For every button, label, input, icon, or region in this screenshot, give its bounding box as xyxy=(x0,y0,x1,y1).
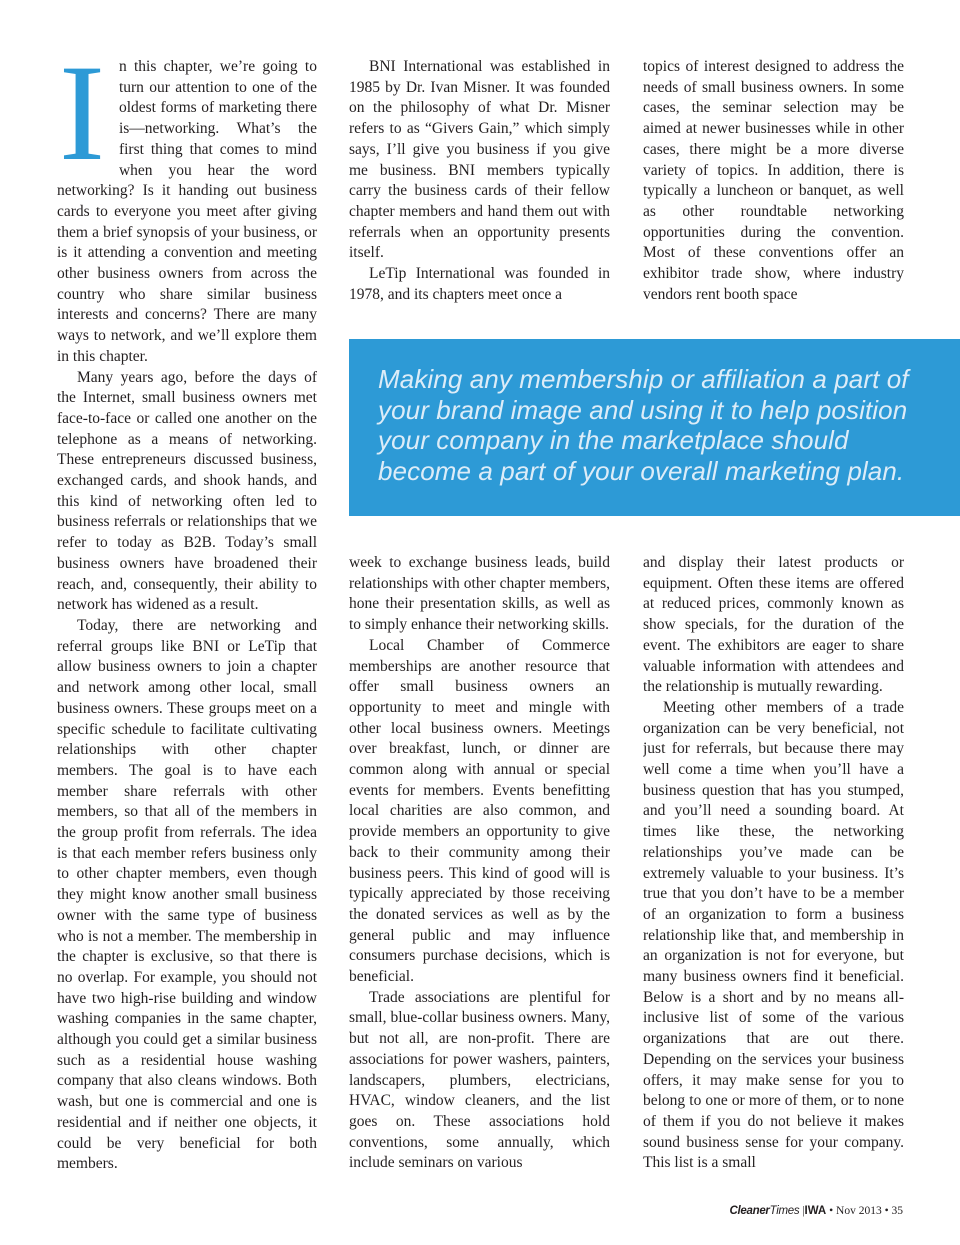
article-paragraph: and display their latest products or equipment. Often these items are offered at reduced prices, commonly known as show specials, for the duration of the event. The exhibitors are eager to share valuable information with attendees and the relationship is mutually rewarding. xyxy=(643,554,904,696)
footer-separator: | xyxy=(802,1205,805,1217)
article-column-2-top xyxy=(349,57,610,307)
article-paragraph: Local Chamber of Commerce memberships are another resource that offer small business owners an opportunity to meet and mingle with other local business owners. Meetings over breakfast, lunch, or dinner are common along with annual or special events for members. Events benefitting local charities are also common, and provide members an opportunity to give back to their community among their business peers. This kind of good will is typically appreciated by those receiving the donated services as well as by the general public and may influence consumers purchase decisions, which is beneficial. xyxy=(349,636,610,986)
article-paragraph: BNI International was established in 1985 by Dr. Ivan Misner. It was founded on the philosophy of what Dr. Misner refers to as “Givers Gain,” which simply says, I’ll give you business if you give me business. BNI members typically carry the business cards of their fellow chapter members and hand them out with referrals when an opportunity presents itself. xyxy=(349,58,610,262)
drop-cap: I xyxy=(59,57,105,189)
article-column-3-bottom xyxy=(643,553,904,1195)
footer-bullet: • xyxy=(884,1205,889,1217)
article-paragraph: Meeting other members of a trade organization can be very beneficial, not just for referrals, but because there may well come a time when you’ll have a business question that has you stumped, and you’ll need a sounding board. At times like these, the networking relationships you’ve made can be extremely valuable to your business. It’s true that you don’t have to be a member of an organization to form a business relationship like that, and membership in an organization is not for everyone, but many business owners find it beneficial. Below is a short and by no means all-inclusive list of some of the various organizations that are out there. Depending on the services your business offers, it may make sense for you to belong to one or more of them, or to none of them if you do not believe it makes sound business sense for your company. This list is a small xyxy=(643,698,904,1172)
pull-quote-box xyxy=(349,339,960,516)
article-paragraph: Today, there are networking and referral groups like BNI or LeTip that allow business owners to join a chapter and network among other local, small business owners. These groups meet on a specific schedule to facilitate cultivating relationships with other chapter members. The goal is to have each member share referrals with other members, so that all of the members in the group profit from referrals. The idea is that each member refers business only to other chapter members, even though they might know another small business owner with the same type of business who is not a member. The membership in the chapter is exclusive, so that there is no overlap. For example, you should not have two high-rise building and window washing companies in the same chapter, although you could get a similar business such as a residential house washing company that also cleans windows. Both wash, but one is commercial and one is residential and if neither one objects, it could be very beneficial for both members. xyxy=(57,616,317,1173)
pull-quote-text: Making any membership or affiliation a part of your brand image and using it to help position your company in the marketplace should become a part of your overall marketing plan. xyxy=(378,364,909,486)
article-column-3-top xyxy=(643,57,904,307)
issue-date: Nov 2013 xyxy=(836,1205,882,1217)
article-paragraph: week to exchange business leads, build relationships with other chapter members, hone their presentation skills, as well as to simply enhance their networking skills. xyxy=(349,554,610,634)
page-number: 35 xyxy=(891,1205,903,1217)
article-paragraph: Trade associations are plentiful for small, blue-collar business owners. Many, but not all, are non-profit. There are associations for power washers, painters, landscapers, plumbers, electricians, HVAC, window cleaners, and the list goes on. These associations hold conventions, some annually, which include seminars on various xyxy=(349,988,610,1172)
article-paragraph: topics of interest designed to address the needs of small business owners. In some cases, the seminar selection may be aimed at newer businesses while in other cases, there might be a more diverse variety of topics. In addition, there is typically a luncheon or banquet, as well as other roundtable networking opportunities during the convention. Most of these conventions offer an exhibitor trade show, where industry vendors rent booth space xyxy=(643,58,904,303)
article-column-2-bottom xyxy=(349,553,610,1195)
org-name: IWA xyxy=(804,1205,827,1217)
article-paragraph: n this chapter, we’re going to turn our attention to one of the oldest forms of marketing there is—networking. What’s the first thing that comes to mind when you hear the word networking? Is it handing out business cards to everyone you meet after giving them a brief synopsis of your business, or is it attending a convention and meeting other business owners from across the country who share similar business interests and concerns? There are many ways to network, and we’ll explore them in this chapter. xyxy=(57,58,317,365)
article-paragraph: Many years ago, before the days of the Internet, small business owners met face-to-face or called one another on the telephone as a means of networking. These entrepreneurs discussed business, exchanged cards, and shook hands, and this kind of networking often led to business referrals or relationships that we refer to today as B2B. Today’s small business owners have broadened their reach, and, consequently, their ability to network has widened as a result. xyxy=(57,368,317,614)
magazine-name-rest: Times xyxy=(769,1205,800,1217)
magazine-name-bold: Cleaner xyxy=(729,1205,770,1217)
page-footer xyxy=(730,1203,903,1219)
footer-bullet: • xyxy=(829,1205,834,1217)
article-paragraph: LeTip International was founded in 1978, and its chapters meet once a xyxy=(349,265,610,303)
article-column-1 xyxy=(57,57,317,1195)
